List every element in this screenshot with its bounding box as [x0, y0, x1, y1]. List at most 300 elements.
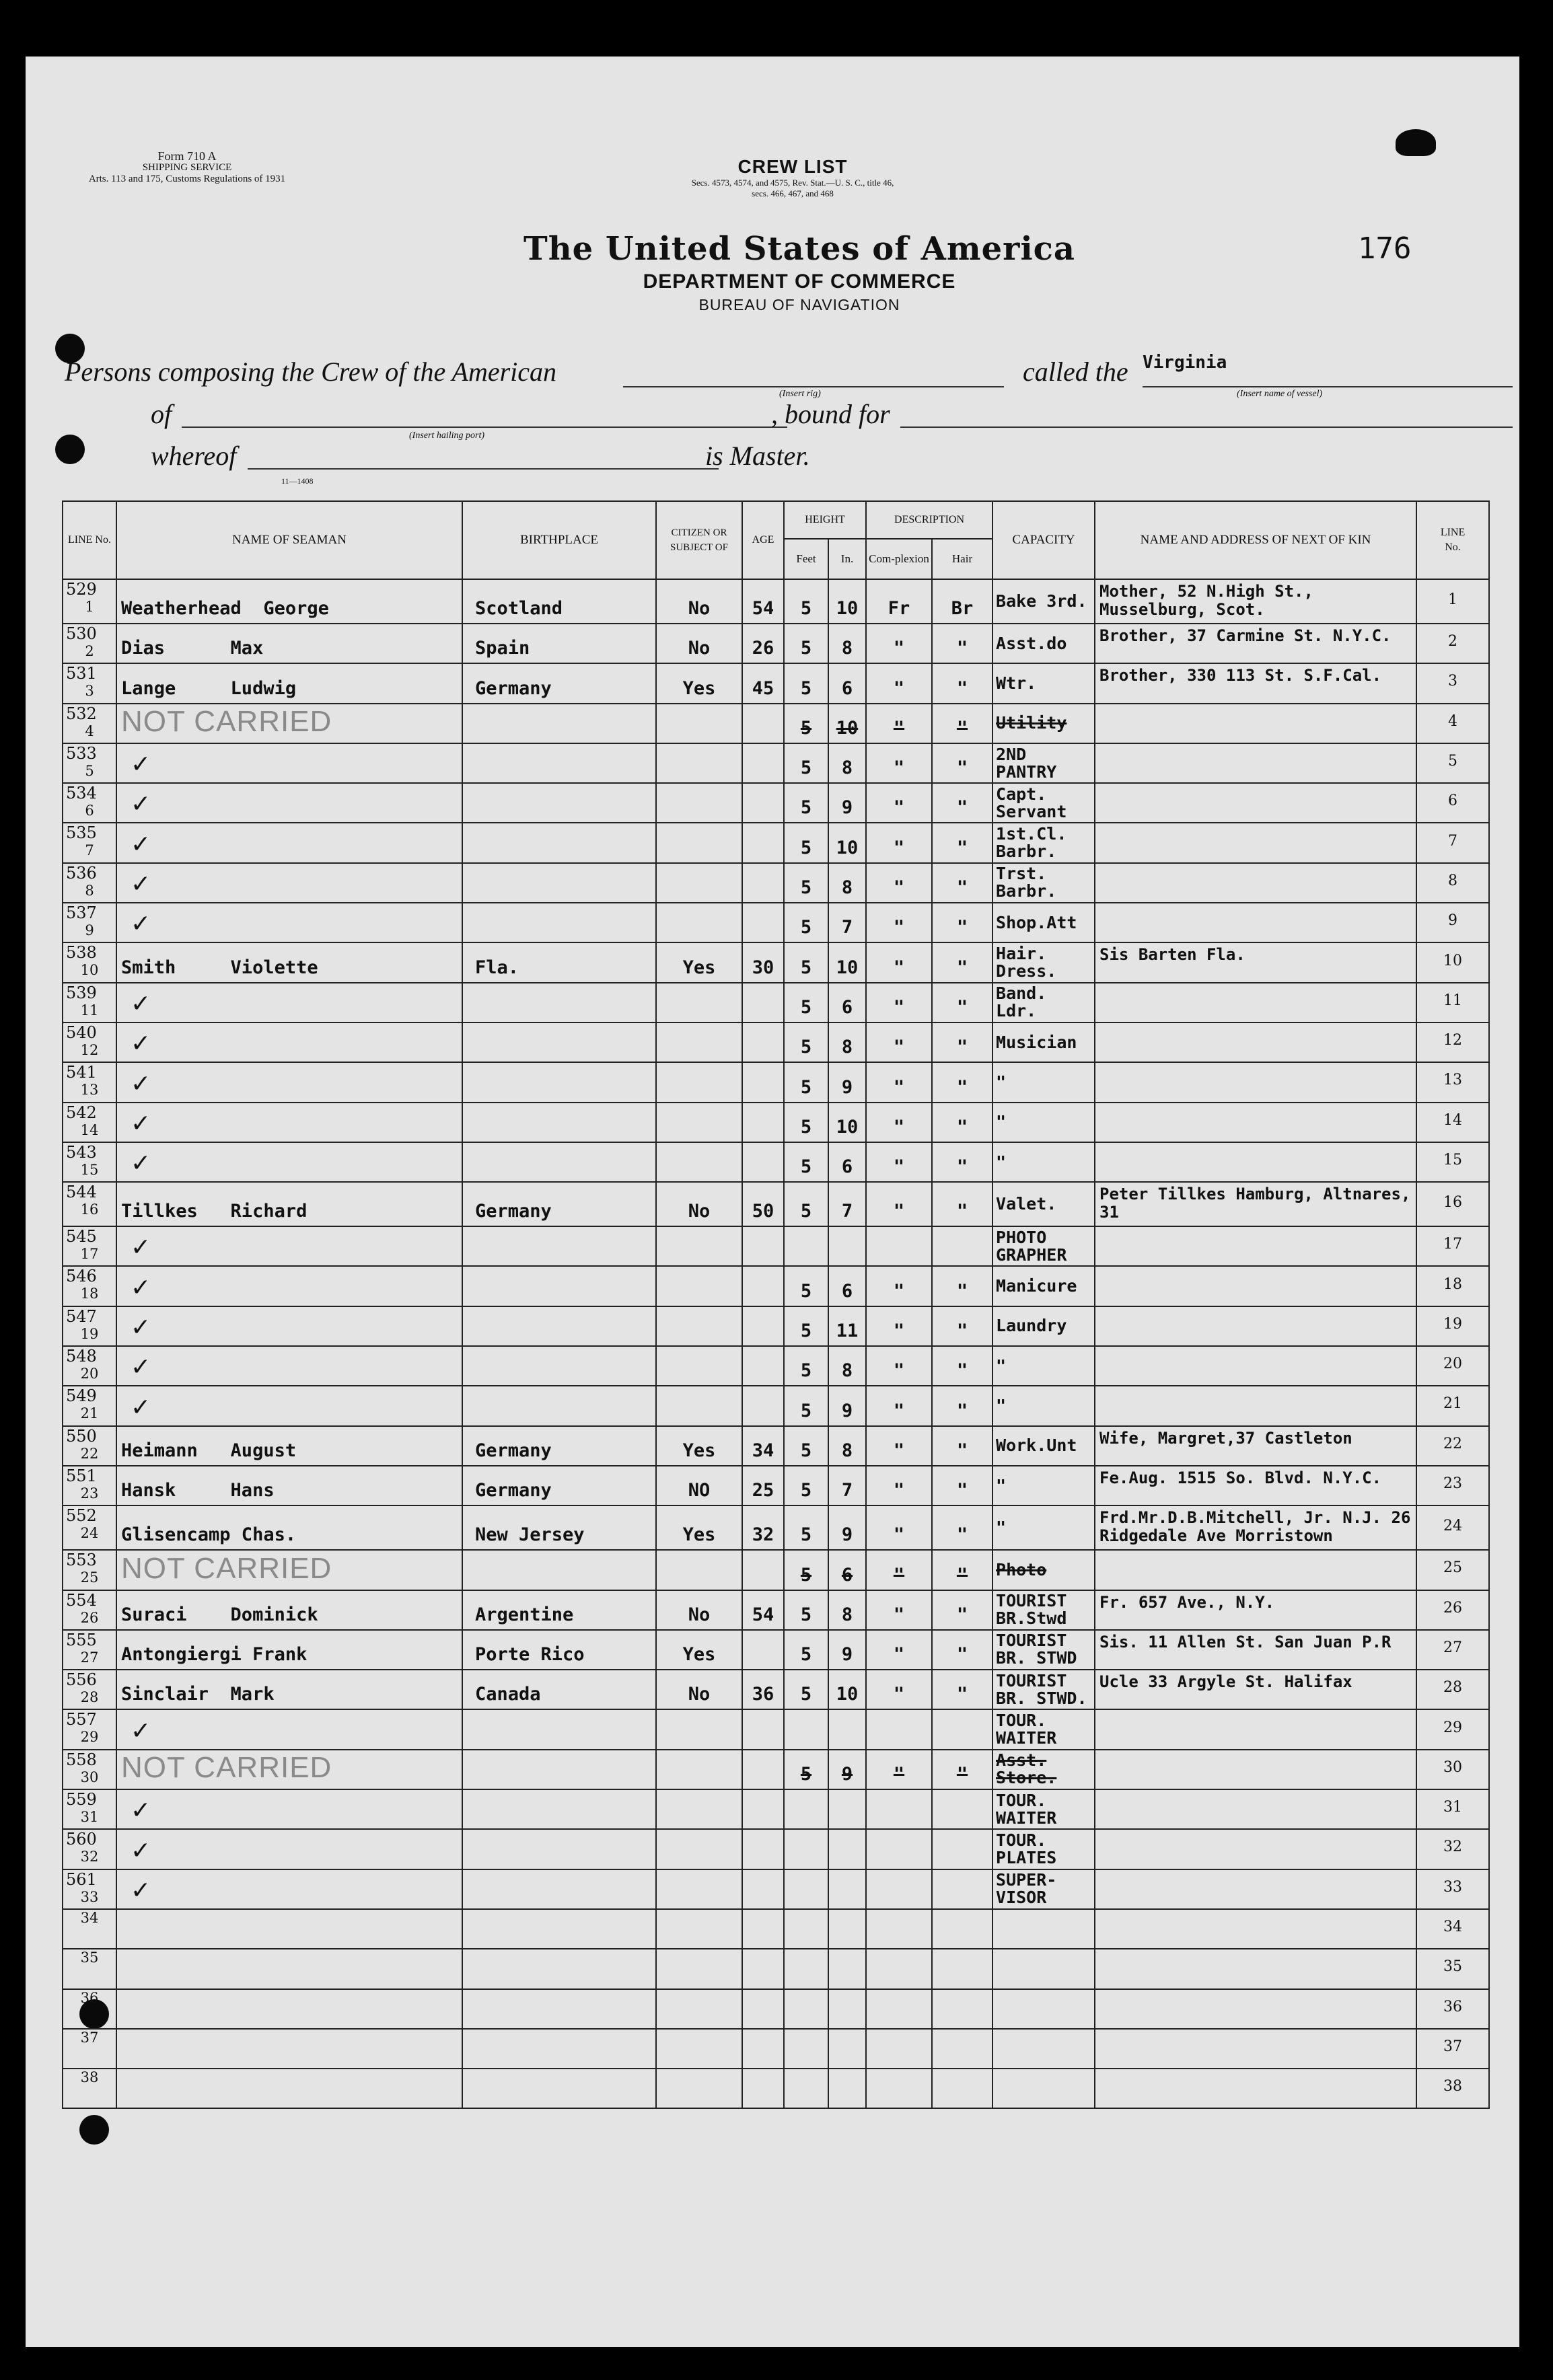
serial-number: 531	[66, 664, 97, 683]
next-of-kin	[1095, 2029, 1416, 2069]
line-index: 26	[80, 1609, 99, 1626]
seaman-name	[116, 2069, 462, 2108]
line-number-right: 9	[1416, 903, 1489, 942]
birthplace	[462, 863, 656, 903]
seaman-name	[116, 1062, 462, 1102]
next-of-kin: Peter Tillkes Hamburg, Altnares, 31	[1095, 1182, 1416, 1226]
hair	[932, 1789, 992, 1829]
check-mark: ✓	[131, 1836, 151, 1865]
citizen: No	[656, 624, 742, 663]
height-feet: 5	[784, 903, 828, 942]
department-name: DEPARTMENT OF COMMERCE	[643, 270, 956, 293]
line-number	[63, 1226, 116, 1266]
next-of-kin: Fr. 657 Ave., N.Y.	[1095, 1590, 1416, 1630]
seaman-name	[116, 823, 462, 862]
capacity: Capt. Servant	[992, 783, 1095, 823]
birthplace	[462, 1226, 656, 1266]
line-number	[63, 1386, 116, 1425]
height-inches	[828, 1989, 866, 2029]
line-number	[63, 1869, 116, 1909]
serial-number: 548	[66, 1347, 97, 1366]
line-number-right: 23	[1416, 1466, 1489, 1505]
capacity: Work.Unt	[992, 1426, 1095, 1466]
line-number	[63, 983, 116, 1022]
line-index: 25	[80, 1569, 99, 1586]
line-number	[63, 903, 116, 942]
line-number-right: 25	[1416, 1550, 1489, 1590]
hair: "	[932, 942, 992, 982]
not-carried-stamp: NOT CARRIED	[121, 1751, 332, 1785]
complexion	[866, 1989, 932, 2029]
age	[742, 2069, 784, 2108]
capacity	[992, 2029, 1095, 2069]
line-index: 36	[80, 1989, 99, 2006]
line-number-right: 35	[1416, 1949, 1489, 1988]
line-number	[63, 1346, 116, 1386]
line-index: 11	[80, 1002, 99, 1018]
birthplace	[462, 1386, 656, 1425]
line-number-right: 31	[1416, 1789, 1489, 1829]
hair	[932, 1949, 992, 1988]
height-feet	[784, 1226, 828, 1266]
capacity: Photo	[992, 1550, 1095, 1590]
seaman-name: Hansk Hans	[116, 1466, 462, 1505]
line-index: 22	[80, 1445, 99, 1462]
hair: "	[932, 1426, 992, 1466]
hair: "	[932, 663, 992, 703]
height-inches: 8	[828, 1022, 866, 1062]
seaman-name: Suraci Dominick	[116, 1590, 462, 1630]
crew-list-document	[26, 57, 1519, 2347]
col-birthplace: BIRTHPLACE	[462, 501, 656, 579]
birthplace: Porte Rico	[462, 1630, 656, 1670]
check-mark: ✓	[131, 1030, 151, 1058]
next-of-kin	[1095, 1869, 1416, 1909]
complexion: "	[866, 942, 932, 982]
next-of-kin	[1095, 1909, 1416, 1949]
document-title: CREW LIST	[737, 156, 848, 177]
height-feet: 5	[784, 1750, 828, 1789]
table-row	[63, 1062, 1489, 1102]
capacity	[992, 1989, 1095, 2029]
age	[742, 1346, 784, 1386]
seaman-name	[116, 1103, 462, 1142]
table-row	[63, 579, 1489, 624]
next-of-kin	[1095, 903, 1416, 942]
next-of-kin	[1095, 1266, 1416, 1306]
not-carried-stamp: NOT CARRIED	[121, 704, 332, 738]
hair	[932, 2069, 992, 2108]
table-row	[63, 1103, 1489, 1142]
form-number: Form 710 A	[157, 149, 217, 163]
age: 26	[742, 624, 784, 663]
height-feet	[784, 2069, 828, 2108]
citizen	[656, 1022, 742, 1062]
citizen	[656, 783, 742, 823]
capacity: Shop.Att	[992, 903, 1095, 942]
hair: "	[932, 863, 992, 903]
line-index: 3	[85, 683, 94, 700]
line-index: 32	[80, 1849, 99, 1865]
serial-number: 530	[66, 624, 97, 643]
line-index: 12	[80, 1041, 99, 1058]
hair: Br	[932, 579, 992, 624]
capacity: Musician	[992, 1022, 1095, 1062]
line-number	[63, 663, 116, 703]
height-inches: 8	[828, 1590, 866, 1630]
capacity: "	[992, 1466, 1095, 1505]
seaman-name	[116, 1949, 462, 1988]
hair: "	[932, 1466, 992, 1505]
serial-number: 554	[66, 1590, 97, 1610]
serial-number: 541	[66, 1063, 97, 1082]
complexion: "	[866, 1466, 932, 1505]
check-mark: ✓	[131, 1070, 151, 1098]
seaman-name	[116, 983, 462, 1022]
table-row	[63, 1346, 1489, 1386]
not-carried-stamp: NOT CARRIED	[121, 1551, 332, 1585]
bound-for-label: , bound for	[771, 399, 890, 429]
serial-number: 550	[66, 1426, 97, 1446]
line-number-right: 12	[1416, 1022, 1489, 1062]
citizen: NO	[656, 1466, 742, 1505]
birthplace	[462, 1346, 656, 1386]
height-inches: 8	[828, 1426, 866, 1466]
age: 54	[742, 1590, 784, 1630]
check-mark: ✓	[131, 1797, 151, 1825]
age	[742, 1630, 784, 1670]
complexion: "	[866, 1750, 932, 1789]
citizen	[656, 983, 742, 1022]
height-feet: 5	[784, 1590, 828, 1630]
serial-number: 561	[66, 1869, 97, 1889]
age: 25	[742, 1466, 784, 1505]
line-number	[63, 1789, 116, 1829]
serial-number: 555	[66, 1630, 97, 1649]
line-number	[63, 579, 116, 624]
line-number	[63, 1062, 116, 1102]
next-of-kin	[1095, 1949, 1416, 1988]
complexion: Fr	[866, 579, 932, 624]
line-number	[63, 2029, 116, 2069]
serial-number: 552	[66, 1506, 97, 1526]
citizen	[656, 1550, 742, 1590]
complexion	[866, 1226, 932, 1266]
seaman-name	[116, 1909, 462, 1949]
hair: "	[932, 1590, 992, 1630]
seaman-name	[116, 1989, 462, 2029]
seaman-name: Heimann August	[116, 1426, 462, 1466]
seaman-name	[116, 1346, 462, 1386]
hair	[932, 1989, 992, 2029]
height-feet: 5	[784, 579, 828, 624]
capacity: Bake 3rd.	[992, 579, 1095, 624]
capacity: Valet.	[992, 1182, 1095, 1226]
line-index: 31	[80, 1809, 99, 1826]
capacity: Trst. Barbr.	[992, 863, 1095, 903]
age: 30	[742, 942, 784, 982]
capacity	[992, 1909, 1095, 1949]
line-number-right: 14	[1416, 1103, 1489, 1142]
line-index: 38	[80, 2069, 99, 2086]
height-inches: 9	[828, 1505, 866, 1550]
torn-corner-mark	[1396, 129, 1436, 156]
capacity: 1st.Cl. Barbr.	[992, 823, 1095, 862]
next-of-kin: Brother, 330 113 St. S.F.Cal.	[1095, 663, 1416, 703]
age	[742, 1266, 784, 1306]
col-capacity: CAPACITY	[992, 501, 1095, 579]
check-mark: ✓	[131, 1876, 151, 1904]
height-feet: 5	[784, 704, 828, 743]
line-index: 7	[85, 842, 94, 859]
sheet-number: 176	[1358, 231, 1412, 266]
next-of-kin: Wife, Margret,37 Castleton	[1095, 1426, 1416, 1466]
capacity: PHOTO GRAPHER	[992, 1226, 1095, 1266]
table-row	[63, 2069, 1489, 2108]
next-of-kin	[1095, 983, 1416, 1022]
height-feet: 5	[784, 1022, 828, 1062]
of-label: of	[151, 399, 172, 429]
birthplace	[462, 2069, 656, 2108]
citizen: Yes	[656, 1630, 742, 1670]
age	[742, 1550, 784, 1590]
height-inches: 7	[828, 903, 866, 942]
serial-number: 532	[66, 704, 97, 723]
line-index: 1	[85, 599, 94, 615]
table-row	[63, 1909, 1489, 1949]
table-row	[63, 1466, 1489, 1505]
height-feet: 5	[784, 783, 828, 823]
hair: "	[932, 1630, 992, 1670]
next-of-kin: Ucle 33 Argyle St. Halifax	[1095, 1670, 1416, 1709]
check-mark: ✓	[131, 1234, 151, 1262]
line-index: 34	[80, 1909, 99, 1926]
line-number	[63, 783, 116, 823]
line-number	[63, 1142, 116, 1182]
next-of-kin	[1095, 1142, 1416, 1182]
table-row	[63, 863, 1489, 903]
line-number-right: 36	[1416, 1989, 1489, 2029]
birthplace: Germany	[462, 1426, 656, 1466]
line-number-right: 20	[1416, 1346, 1489, 1386]
complexion: "	[866, 743, 932, 783]
complexion: "	[866, 983, 932, 1022]
next-of-kin	[1095, 1789, 1416, 1829]
form-service: SHIPPING SERVICE	[142, 162, 232, 173]
table-row	[63, 1869, 1489, 1909]
complexion: "	[866, 1590, 932, 1630]
citizen: Yes	[656, 942, 742, 982]
age	[742, 1909, 784, 1949]
age: 54	[742, 579, 784, 624]
line-index: 33	[80, 1888, 99, 1905]
line-number	[63, 1466, 116, 1505]
height-feet: 5	[784, 863, 828, 903]
col-citizen: CITIZEN OR SUBJECT OF	[656, 501, 742, 579]
line-index: 35	[80, 1949, 99, 1966]
birthplace	[462, 1709, 656, 1749]
complexion: "	[866, 1306, 932, 1346]
hair	[932, 1709, 992, 1749]
serial-number: 537	[66, 903, 97, 923]
complexion: "	[866, 1426, 932, 1466]
check-mark: ✓	[131, 1109, 151, 1138]
height-inches: 6	[828, 663, 866, 703]
line-index: 23	[80, 1485, 99, 1501]
capacity: TOURIST BR.Stwd	[992, 1590, 1095, 1630]
height-inches: 7	[828, 1466, 866, 1505]
check-mark: ✓	[131, 1353, 151, 1382]
height-feet: 5	[784, 823, 828, 862]
height-feet: 5	[784, 1386, 828, 1425]
height-feet	[784, 1909, 828, 1949]
serial-number: 543	[66, 1142, 97, 1162]
complexion: "	[866, 903, 932, 942]
capacity: TOUR. PLATES	[992, 1829, 1095, 1869]
complexion: "	[866, 1346, 932, 1386]
capacity: Utility	[992, 704, 1095, 743]
birthplace	[462, 1949, 656, 1988]
citizen	[656, 2069, 742, 2108]
height-inches: 10	[828, 1103, 866, 1142]
capacity: TOURIST BR. STWD	[992, 1630, 1095, 1670]
capacity	[992, 1949, 1095, 1988]
line-number-right: 13	[1416, 1062, 1489, 1102]
age	[742, 1989, 784, 2029]
citizen	[656, 1306, 742, 1346]
form-identifier	[59, 151, 315, 185]
line-number	[63, 1022, 116, 1062]
citizen	[656, 1750, 742, 1789]
check-mark: ✓	[131, 751, 151, 779]
line-number-right: 26	[1416, 1590, 1489, 1630]
hair: "	[932, 1386, 992, 1425]
height-inches	[828, 1789, 866, 1829]
serial-number: 538	[66, 943, 97, 963]
line-index: 15	[80, 1161, 99, 1178]
citizen	[656, 1829, 742, 1869]
complexion	[866, 1869, 932, 1909]
next-of-kin	[1095, 743, 1416, 783]
table-row	[63, 743, 1489, 783]
check-mark: ✓	[131, 1314, 151, 1342]
capacity: Manicure	[992, 1266, 1095, 1306]
serial-number: 529	[66, 580, 97, 599]
next-of-kin	[1095, 863, 1416, 903]
table-row	[63, 624, 1489, 663]
line-number	[63, 1829, 116, 1869]
height-inches	[828, 1949, 866, 1988]
line-number-right: 8	[1416, 863, 1489, 903]
next-of-kin: Mother, 52 N.High St., Musselburg, Scot.	[1095, 579, 1416, 624]
citizen	[656, 1709, 742, 1749]
table-row	[63, 1306, 1489, 1346]
serial-number: 546	[66, 1267, 97, 1286]
complexion: "	[866, 704, 932, 743]
line-number-right: 19	[1416, 1306, 1489, 1346]
hair	[932, 1909, 992, 1949]
height-feet: 5	[784, 942, 828, 982]
line-index: 37	[80, 2029, 99, 2046]
complexion: "	[866, 663, 932, 703]
seaman-name	[116, 1750, 462, 1789]
capacity: "	[992, 1505, 1095, 1550]
line-index: 20	[80, 1366, 99, 1382]
citizen	[656, 704, 742, 743]
line-number-right: 27	[1416, 1630, 1489, 1670]
complexion	[866, 1709, 932, 1749]
line-number-right: 5	[1416, 743, 1489, 783]
citizen	[656, 743, 742, 783]
height-inches: 9	[828, 1062, 866, 1102]
complexion	[866, 1789, 932, 1829]
height-inches: 9	[828, 1386, 866, 1425]
line-number-right: 21	[1416, 1386, 1489, 1425]
table-row	[63, 1022, 1489, 1062]
check-mark: ✓	[131, 1150, 151, 1178]
table-row	[63, 1550, 1489, 1590]
serial-number: 558	[66, 1750, 97, 1769]
birthplace	[462, 2029, 656, 2069]
birthplace	[462, 1062, 656, 1102]
serial-number: 560	[66, 1830, 97, 1849]
capacity: Wtr.	[992, 663, 1095, 703]
hair: "	[932, 903, 992, 942]
whereof-label: whereof	[151, 441, 237, 471]
age	[742, 1226, 784, 1266]
complexion: "	[866, 1266, 932, 1306]
line-index: 19	[80, 1325, 99, 1342]
birthplace	[462, 1989, 656, 2029]
height-feet	[784, 1829, 828, 1869]
next-of-kin	[1095, 1750, 1416, 1789]
birthplace: Germany	[462, 1466, 656, 1505]
birthplace: Fla.	[462, 942, 656, 982]
height-feet: 5	[784, 1505, 828, 1550]
seaman-name: Glisencamp Chas.	[116, 1505, 462, 1550]
capacity: TOUR. WAITER	[992, 1789, 1095, 1829]
next-of-kin	[1095, 1103, 1416, 1142]
height-inches	[828, 1709, 866, 1749]
table-row	[63, 1670, 1489, 1709]
next-of-kin	[1095, 1226, 1416, 1266]
height-inches: 9	[828, 1750, 866, 1789]
line-number-right: 24	[1416, 1505, 1489, 1550]
age	[742, 1306, 784, 1346]
height-inches: 10	[828, 823, 866, 862]
check-mark: ✓	[131, 830, 151, 858]
serial-number: 557	[66, 1710, 97, 1730]
table-row	[63, 1386, 1489, 1425]
table-row	[63, 1789, 1489, 1829]
citizen	[656, 1062, 742, 1102]
table-row	[63, 1989, 1489, 2029]
hair: "	[932, 1346, 992, 1386]
height-inches	[828, 1869, 866, 1909]
hair: "	[932, 1550, 992, 1590]
check-mark: ✓	[131, 790, 151, 819]
complexion: "	[866, 783, 932, 823]
table-row	[63, 1182, 1489, 1226]
age	[742, 863, 784, 903]
birthplace	[462, 1789, 656, 1829]
statute-reference-2: secs. 466, 467, and 468	[752, 188, 834, 198]
height-feet: 5	[784, 1670, 828, 1709]
hair	[932, 1226, 992, 1266]
seaman-name	[116, 704, 462, 743]
height-inches	[828, 1909, 866, 1949]
age	[742, 1750, 784, 1789]
